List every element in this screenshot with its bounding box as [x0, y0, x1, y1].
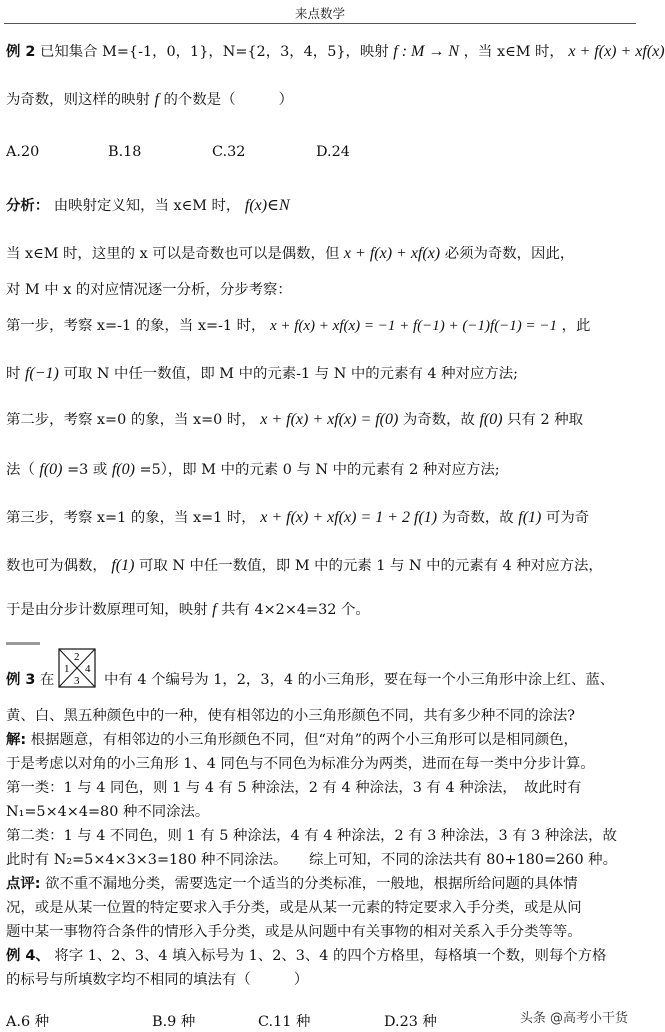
ex2-line-2: 为奇数，则这样的映射 f 的个数是（ ）: [6, 91, 294, 108]
ex2-line-1: 例 2 已知集合 M={-1，0，1}，N={2，3，4，5}，映射 f : M → N ，当 x∈M 时， x + f(x) + xf(x): [6, 43, 665, 60]
ex3-line-7: 第二类：1 与 4 不同色，则 1 有 5 种涂法，4 有 4 种涂法，2 有 3 种涂法，3 有 3 种涂法，故: [6, 828, 617, 844]
ex2-label: 例 2: [6, 44, 36, 60]
watermark: 头条 @高考小干货: [516, 1006, 632, 1027]
analysis-line-1: 分析： 由映射定义知，当 x∈M 时， f(x)∈N: [6, 197, 290, 214]
header-rule: [4, 23, 636, 24]
ex3-line-1-text: 中有 4 个编号为 1，2，3，4 的小三角形，要在每一个小三角形中涂上红、蓝、: [104, 672, 615, 688]
ex2-option-c: C.32: [212, 144, 246, 160]
ex4-option-d: D.23 种: [384, 1014, 437, 1030]
ex2-expr: x + f(x) + xf(x): [568, 43, 665, 60]
ex4-line-1: 例 4、 将字 1、2、3、4 填入标号为 1、2、3、4 的四个方格里，每格填一个数，则每个方格: [6, 948, 607, 964]
ex3-line-11: 题中某一事物符合条件的情形入手分类，或是从问题中有关事物的相对关系入手分类等等。: [6, 924, 582, 940]
ex3-line-4: 于是考虑以对角的小三角形 1、4 同色与不同色为标准分为两类，进而在每一类中分步计算。: [6, 756, 595, 772]
triangle-square-figure: [58, 648, 96, 688]
ex3-line-2: 黄、白、黑五种颜色中的一种，使有相邻边的小三角形颜色不同，共有多少种不同的涂法?: [6, 708, 575, 724]
ex2-option-b: B.18: [108, 144, 142, 160]
section-marker: [6, 642, 40, 645]
ex2-map: f : M → N: [393, 43, 460, 60]
figure-num-2: 2: [74, 651, 80, 663]
ex3-line-6: N₁=5×4×4=80 种不同涂法。: [6, 804, 210, 820]
ex3-solution-label: 解:: [6, 732, 27, 748]
ex3-line-8: 此时有 N₂=5×4×3×3=180 种不同涂法。 综上可知，不同的涂法共有 80+180=260 种。: [6, 852, 617, 868]
step-3-line: 第三步，考察 x=1 的象，当 x=1 时， x + f(x) + xf(x) = 1 + 2 f(1) 为奇数，故 f(1) 可为奇: [6, 509, 590, 526]
ex4-line-2: 的标号与所填数字均不相同的填法有（ ）: [6, 972, 309, 988]
ex2-option-d: D.24: [316, 144, 350, 160]
ex3-line-10: 况，或是从某一位置的特定要求入手分类，或是从某一元素的特定要求入手分类，或是从问: [6, 900, 582, 916]
ex3-line-3: 解: 根据题意，有相邻边的小三角形颜色不同，但“对角”的两个小三角形可以是相同颜色，: [6, 732, 578, 748]
ex3-line-1: 例 3 在: [6, 672, 55, 688]
analysis-line-3: 对 M 中 x 的对应情况逐一分析，分步考察：: [6, 282, 292, 298]
ex4-option-a: A.6 种: [6, 1014, 50, 1030]
ex3-line-5: 第一类：1 与 4 同色，则 1 与 4 有 5 种涂法，2 有 4 种涂法，3 有 4 种涂法， 故此时有: [6, 780, 582, 796]
figure-num-3: 3: [74, 675, 80, 687]
ex2-option-a: A.20: [6, 144, 40, 160]
ex4-option-c: C.11 种: [258, 1014, 311, 1030]
step-1-line: 第一步，考察 x=-1 的象，当 x=-1 时， x + f(x) + xf(x) = −1 + f(−1) + (−1)f(−1) = −1 ，此: [6, 318, 591, 334]
analysis-label: 分析：: [6, 198, 50, 214]
page-header: 来点数学: [294, 6, 345, 21]
ex3-label: 例 3: [6, 672, 36, 688]
figure-num-1: 1: [64, 663, 70, 675]
analysis-conclusion: 于是由分步计数原理可知，映射 f 共有 4×2×4=32 个。: [6, 601, 370, 618]
ex4-label: 例 4、: [6, 948, 50, 964]
analysis-line-2: 当 x∈M 时，这里的 x 可以是奇数也可以是偶数，但 x + f(x) + xf(x) 必须为奇数，因此，: [6, 245, 575, 262]
step-1-cont: 时 f(−1) 可取 N 中任一数值，即 M 中的元素-1 与 N 中的元素有 4 种对应方法;: [6, 365, 518, 382]
step-2-line: 第二步，考察 x=0 的象，当 x=0 时， x + f(x) + xf(x) = f(0) 为奇数，故 f(0) 只有 2 种取: [6, 411, 584, 428]
ex3-line-9: 点评: 欲不重不漏地分类，需要选定一个适当的分类标准，一般地，根据所给问题的具体情: [6, 876, 578, 892]
ex3-review-label: 点评:: [6, 876, 41, 892]
ex4-option-b: B.9 种: [152, 1014, 196, 1030]
step-2-cont: 法（ f(0) =3 或 f(0) =5），即 M 中的元素 0 与 N 中的元素有 2 种对应方法;: [6, 461, 500, 478]
step-3-cont: 数也可为偶数， f(1) 可取 N 中任一数值，即 M 中的元素 1 与 N 中的元素有 4 种对应方法，: [6, 557, 603, 574]
figure-num-4: 4: [85, 663, 91, 675]
